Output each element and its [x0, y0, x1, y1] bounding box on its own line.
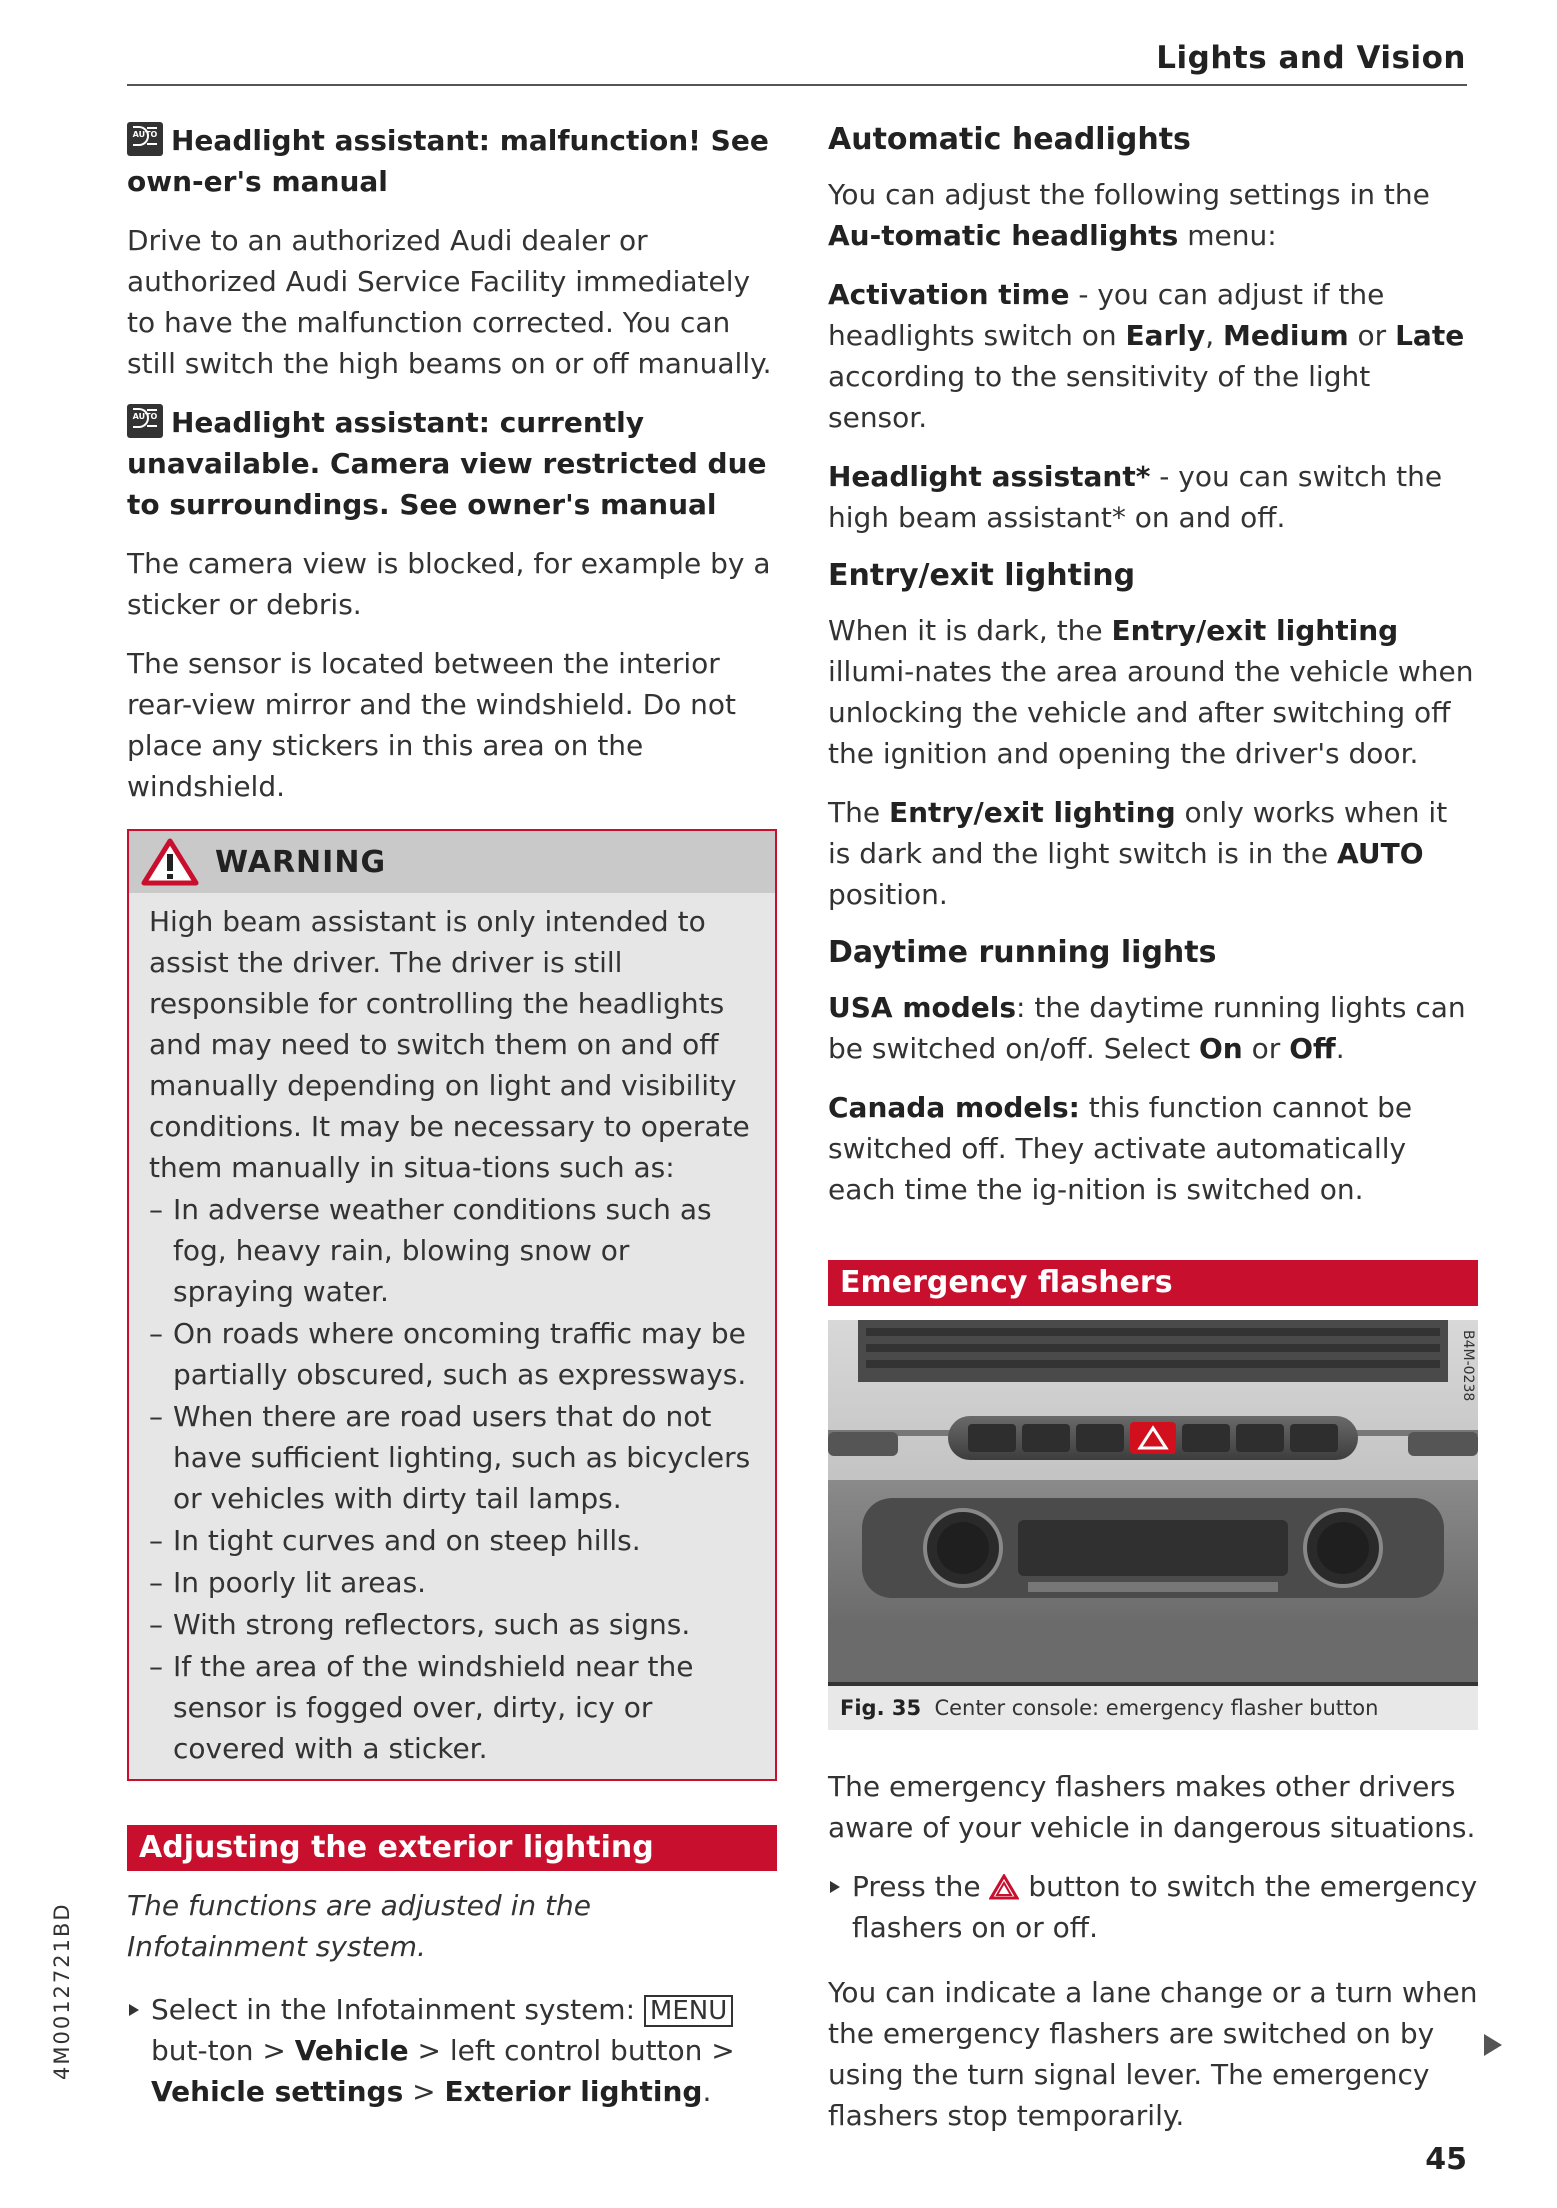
flashers-lane-change: You can indicate a lane change or a turn when the emergency flashers are switched on by using the turn signal lever. The emergency flashers stop temporarily. [828, 1976, 1478, 2132]
list-item: – When there are road users that do not have sufficient lighting, such as bicyclers or vehicles with dirty tail lamps. [149, 1396, 755, 1519]
msg1-body: Drive to an authorized Audi dealer or authorized Audi Service Facility immediately to have the malfunction corrected. You can still switch the high beams on or off manually. [127, 224, 772, 380]
msg2-body-2: The sensor is located between the interior rear-view mirror and the windshield. Do not place any stickers in this area on the windshield. [127, 647, 737, 803]
headlight-assistant-text: Headlight assistant* - you can switch the high beam assistant* on and off. [828, 460, 1443, 534]
continue-arrow-icon [1484, 2034, 1502, 2056]
msg2-body-1: The camera view is blocked, for example by a sticker or debris. [127, 547, 771, 621]
hazard-triangle-icon [989, 1874, 1019, 1900]
left-column [127, 120, 777, 2130]
warning-body [129, 893, 775, 1779]
running-header: Lights and Vision [1156, 40, 1466, 76]
list-item: – If the area of the windshield near the sensor is fogged over, dirty, icy or covered with a sticker. [149, 1646, 755, 1769]
flashers-intro: The emergency flashers makes other drivers aware of your vehicle in dangerous situations. [828, 1770, 1476, 1844]
canada-models-text: Canada models: this function cannot be switched off. They activate automatically each time the ig-nition is switched on. [828, 1091, 1413, 1206]
warning-box [127, 829, 777, 1781]
auto-headlights-intro: You can adjust the following settings in the Au-tomatic headlights menu: [828, 178, 1430, 252]
instruction-step: Select in the Infotainment system: MENU but-ton > Vehicle > left control button > Vehicle settings > Exterior lighting. [127, 1989, 777, 2112]
header-divider [127, 84, 1467, 86]
center-console-illustration [828, 1320, 1478, 1686]
entry-exit-text-2: The Entry/exit lighting only works when it is dark and the light switch is in the AUTO position. [828, 796, 1448, 911]
page-number: 45 [1425, 2142, 1467, 2177]
activation-time-text: Activation time - you can adjust if the headlights switch on Early, Medium or Late according to the sensitivity of the light sensor. [828, 278, 1465, 434]
usa-models-text: USA models: the daytime running lights can be switched on/off. Select On or Off. [828, 991, 1466, 1065]
headlight-auto-icon: AUTO [127, 122, 163, 156]
warning-triangle-icon [141, 838, 199, 886]
drl-heading: Daytime running lights [828, 935, 1217, 970]
menu-key: MENU [644, 1995, 733, 2027]
list-item: – In tight curves and on steep hills. [149, 1520, 755, 1561]
warning-header [129, 831, 775, 893]
right-column [828, 120, 1478, 2154]
list-item: – With strong reflectors, such as signs. [149, 1604, 755, 1645]
warning-list [149, 1189, 755, 1769]
list-item: – On roads where oncoming traffic may be partially obscured, such as expressways. [149, 1313, 755, 1395]
auto-headlights-heading: Automatic headlights [828, 122, 1191, 157]
figure-caption: Fig. 35 Center console: emergency flasher button [840, 1696, 1379, 1720]
msg2-heading: AUTO Headlight assistant: currently unavailable. Camera view restricted due to surroundings. See owner's manual [127, 406, 767, 521]
warning-intro: High beam assistant is only intended to assist the driver. The driver is still responsible for controlling the headlights and may need to switch them on and off manually depending on light and visibility conditions. It may be necessary to operate them manually in situa-tions such as: [149, 905, 750, 1184]
msg1-heading: AUTO Headlight assistant: malfunction! See own-er's manual [127, 124, 769, 198]
section-title-exterior-lighting: Adjusting the exterior lighting [127, 1825, 777, 1871]
warning-label: WARNING [215, 844, 387, 880]
headlight-auto-icon: AUTO [127, 404, 163, 438]
flashers-instruction: Press the button to switch the emergency flashers on or off. [828, 1866, 1478, 1948]
section-title-emergency-flashers: Emergency flashers [828, 1260, 1478, 1306]
entry-exit-text-1: When it is dark, the Entry/exit lighting illumi-nates the area around the vehicle when unlocking the vehicle and after switching off the ignition and opening the driver's door. [828, 614, 1474, 770]
list-item: – In adverse weather conditions such as fog, heavy rain, blowing snow or spraying water. [149, 1189, 755, 1312]
list-item: – In poorly lit areas. [149, 1562, 755, 1603]
document-code: 4M0012721BD [50, 1902, 74, 2080]
entry-exit-heading: Entry/exit lighting [828, 558, 1136, 593]
section-intro: The functions are adjusted in the Infotainment system. [127, 1889, 591, 1963]
figure-35 [828, 1320, 1478, 1730]
figure-code: B4M-0238 [1460, 1330, 1476, 1402]
